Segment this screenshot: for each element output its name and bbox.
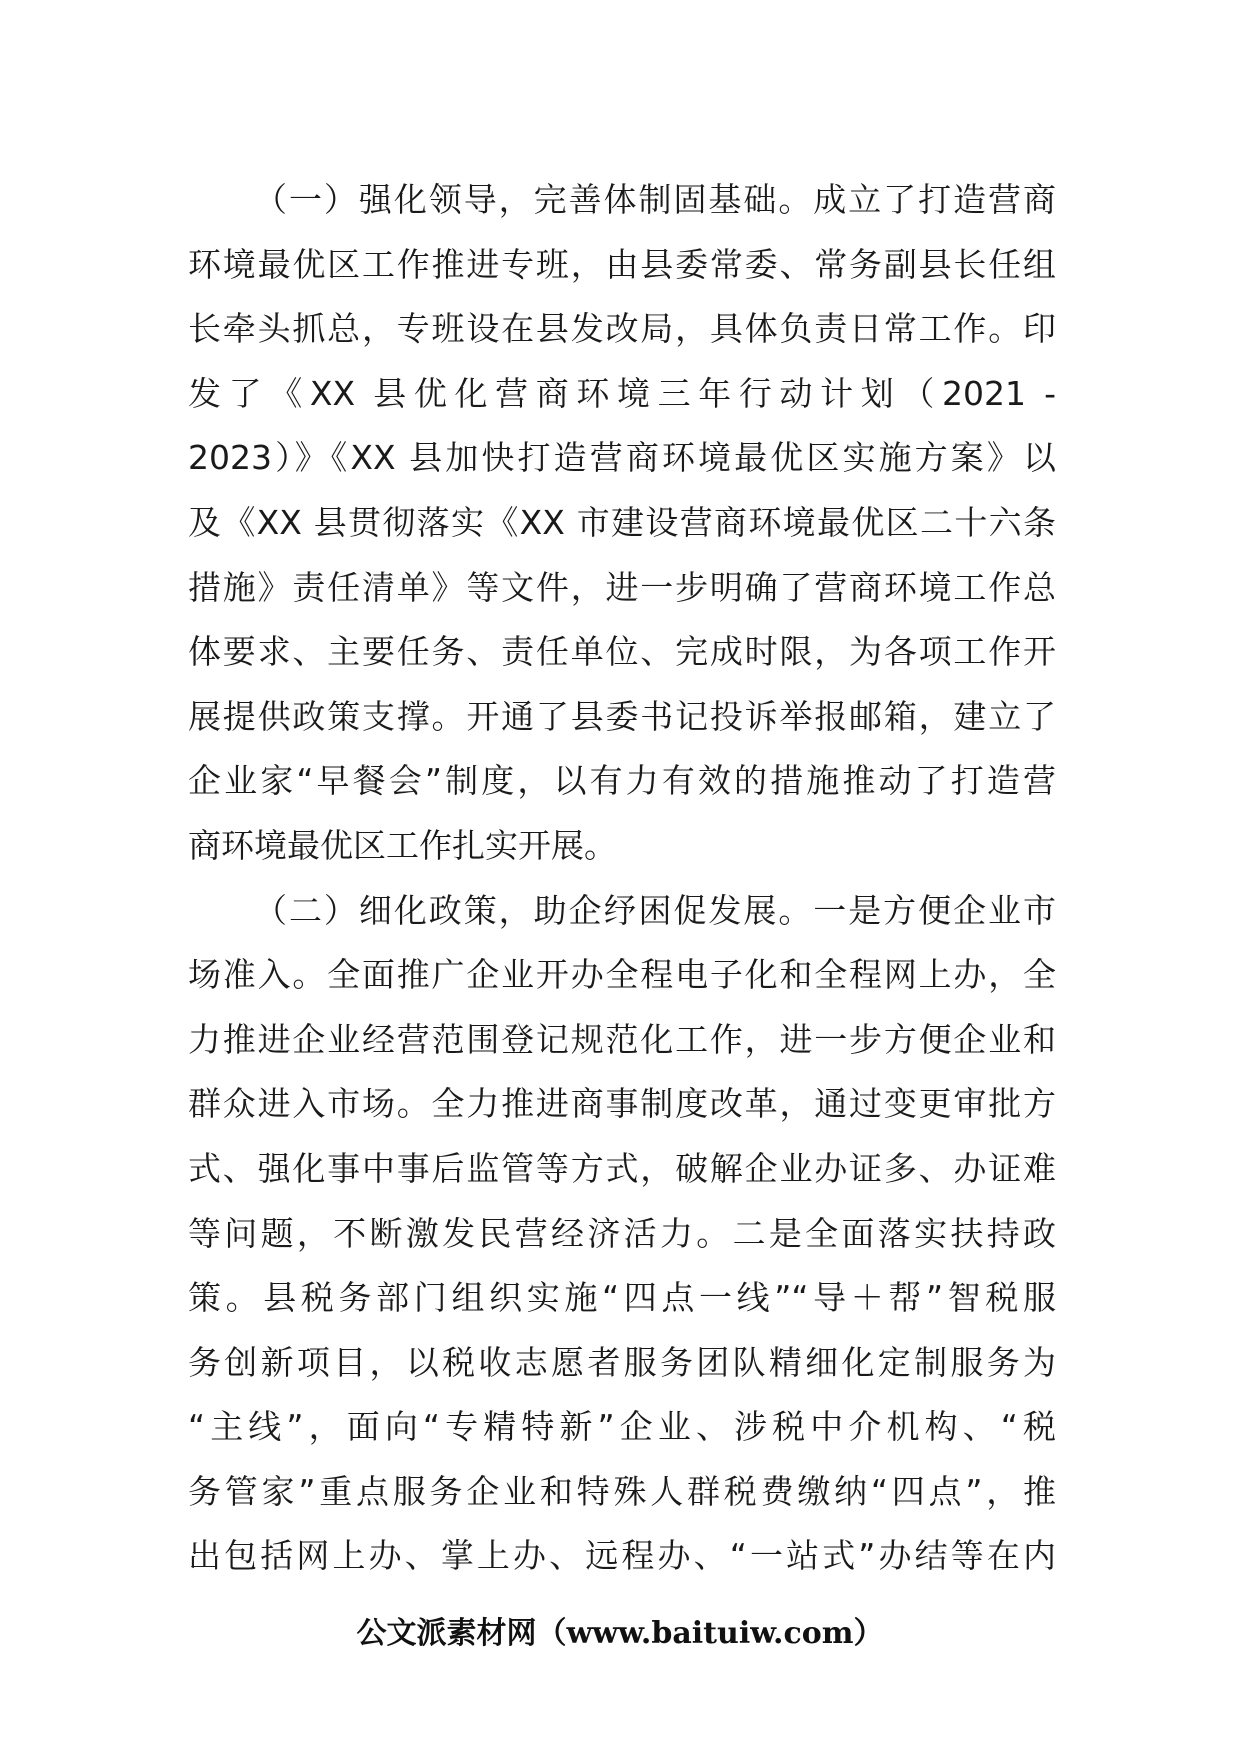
text-line: 等问题，不断激发民营经济活力。二是全面落实扶持政 [188, 1213, 1056, 1253]
text-line: 场准入。全面推广企业开办全程电子化和全程网上办，全 [188, 955, 1056, 995]
text-line: 群众进入市场。全力推进商事制度改革，通过变更审批方 [188, 1084, 1056, 1124]
text-line: 商环境最优区工作扎实开展。 [188, 825, 617, 865]
text-line: 长牵头抓总，专班设在县发改局，具体负责日常工作。印 [188, 309, 1056, 349]
text-line: 环境最优区工作推进专班，由县委常委、常务副县长任组 [188, 244, 1056, 284]
text-line: 力推进企业经营范围登记规范化工作，进一步方便企业和 [188, 1019, 1056, 1059]
text-line: 2023）》《XX 县加快打造营商环境最优区实施方案》以 [188, 438, 1056, 478]
text-line: （二）细化政策，助企纾困促发展。一是方便企业市 [254, 890, 1056, 930]
text-line: 企业家“早餐会”制度，以有力有效的措施推动了打造营 [188, 761, 1056, 801]
paragraph-leadership [188, 168, 1056, 879]
text-line: 务管家”重点服务企业和特殊人群税费缴纳“四点”，推 [188, 1471, 1056, 1511]
text-line: 式、强化事中事后监管等方式，破解企业办证多、办证难 [188, 1148, 1056, 1188]
text-line: 及《XX 县贯彻落实《XX 市建设营商环境最优区二十六条 [188, 502, 1056, 542]
paragraph-policy [188, 879, 1056, 1590]
text-line: 出包括网上办、掌上办、远程办、“一站式”办结等在内 [188, 1536, 1056, 1576]
document-body [188, 168, 1056, 1589]
text-line: 措施》责任清单》等文件，进一步明确了营商环境工作总 [188, 567, 1056, 607]
text-line: 发了《XX 县优化营商环境三年行动计划（2021 - [188, 373, 1056, 413]
text-line: （一）强化领导，完善体制固基础。成立了打造营商 [254, 180, 1056, 219]
footer-watermark: 公文派素材网（www.baituiw.com） [356, 1616, 884, 1651]
text-line: 体要求、主要任务、责任单位、完成时限，为各项工作开 [188, 632, 1056, 672]
text-line: “主线”，面向“专精特新”企业、涉税中介机构、“税 [188, 1407, 1056, 1447]
text-line: 展提供政策支撑。开通了县委书记投诉举报邮箱，建立了 [188, 696, 1056, 736]
text-line: 务创新项目，以税收志愿者服务团队精细化定制服务为 [188, 1342, 1056, 1382]
text-line: 策。县税务部门组织实施“四点一线”“导＋帮”智税服 [188, 1278, 1056, 1318]
